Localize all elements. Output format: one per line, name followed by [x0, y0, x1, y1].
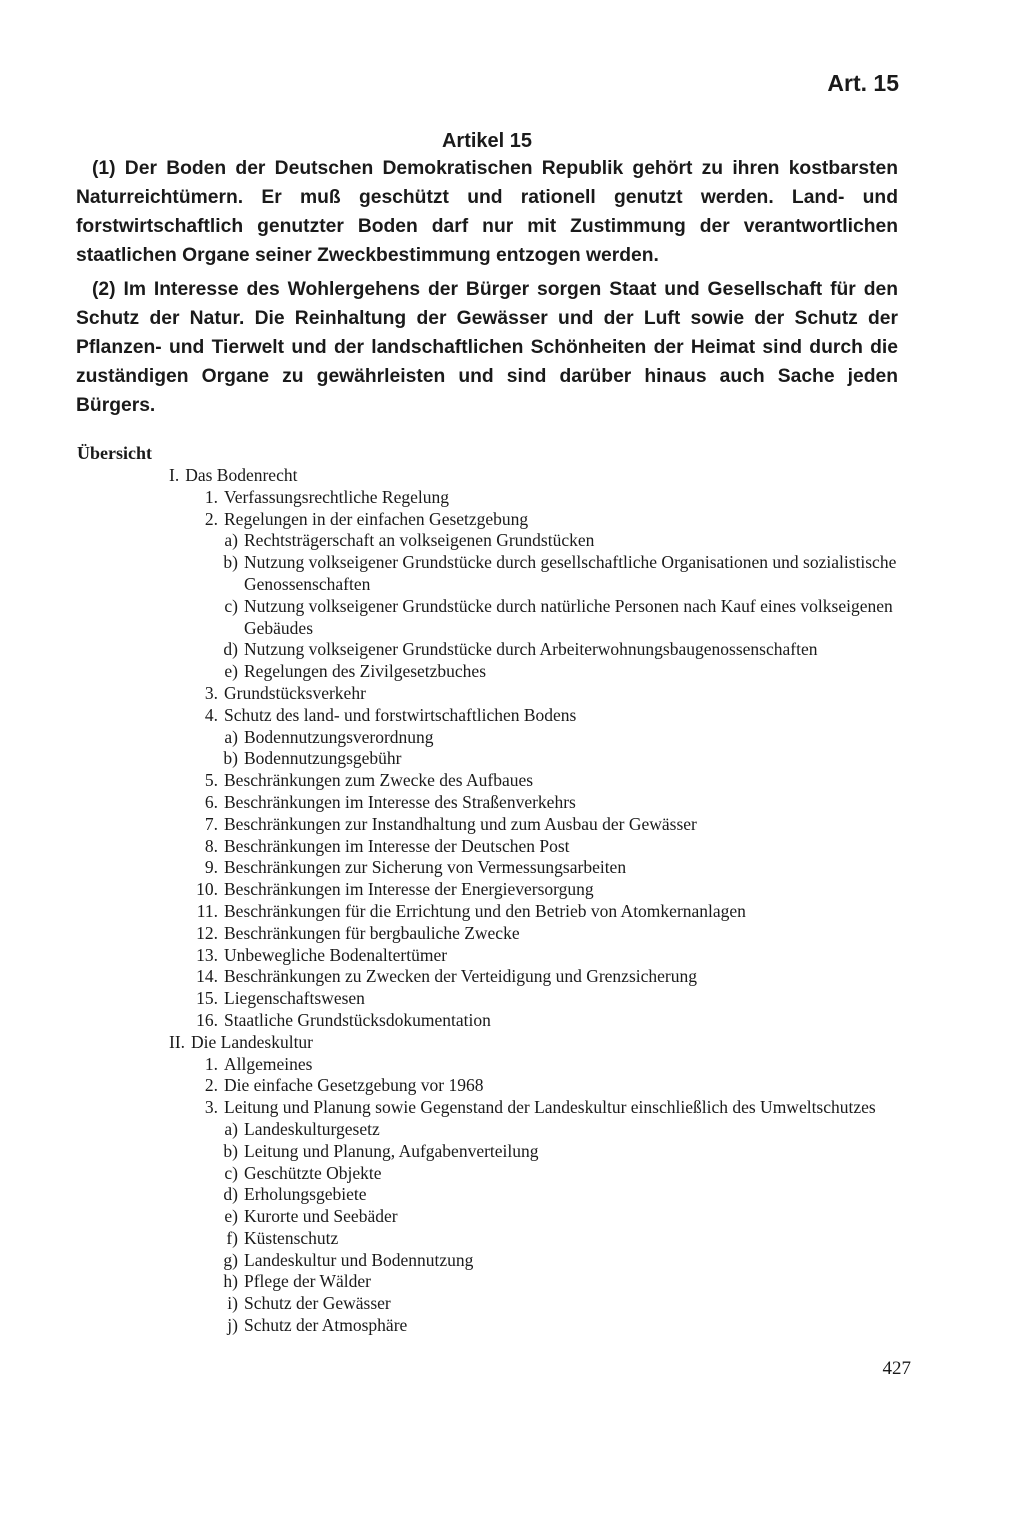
toc-entry-number: 10.: [196, 879, 218, 900]
toc-entry-number: b): [223, 748, 238, 769]
toc-entry: [0, 1141, 1024, 1163]
toc-entry-number: 4.: [204, 704, 218, 725]
toc-entry-text: Landeskultur und Bodennutzung: [244, 1249, 474, 1270]
toc-entry-text: Die Landeskultur: [191, 1031, 314, 1052]
toc-entry-text: Schutz des land- und forstwirtschaftlichen Bodens: [224, 704, 577, 725]
toc-entry-number: e): [224, 661, 238, 682]
toc-entry-text: Beschränkungen zum Zwecke des Aufbaues: [224, 770, 534, 791]
article-title: Artikel 15: [441, 130, 533, 152]
toc-entry-number: 2.: [204, 1075, 218, 1096]
toc-entry-text: Geschützte Objekte: [244, 1162, 382, 1183]
toc-entry-text: Leitung und Planung, Aufgabenverteilung: [244, 1140, 539, 1161]
toc-entry: [0, 1075, 1024, 1097]
toc-entry-text: Bodennutzungsgebühr: [244, 748, 402, 769]
toc-entry-text: Nutzung volkseigener Grundstücke durch natürliche Personen nach Kauf eines volkseigenen Gebäudes: [244, 595, 893, 638]
toc-entry: [0, 530, 1024, 552]
toc-entry: [0, 683, 1024, 705]
toc-entry: [0, 639, 1024, 661]
toc-entry-number: 6.: [204, 791, 218, 812]
toc-entry: [0, 945, 1024, 967]
running-head: Art. 15: [827, 70, 899, 96]
toc-entry-number: 13.: [196, 944, 218, 965]
toc-entry-number: c): [224, 595, 238, 616]
toc-entry-text: Regelungen des Zivilgesetzbuches: [244, 661, 487, 682]
toc-entry-text: Beschränkungen zur Instandhaltung und zum Ausbau der Gewässer: [224, 813, 697, 834]
toc-entry-number: 11.: [196, 900, 218, 921]
toc-entry-text: Beschränkungen zur Sicherung von Vermessungsarbeiten: [224, 857, 627, 878]
toc-entry: [0, 1097, 1024, 1119]
toc-entry-number: a): [224, 726, 238, 747]
toc-entry-text: Grundstücksverkehr: [224, 682, 366, 703]
toc-entry: [0, 814, 1024, 836]
toc-entry-text: Allgemeines: [224, 1053, 313, 1074]
toc-entry: [0, 1184, 1024, 1206]
toc-entry-number: II.: [169, 1031, 186, 1052]
toc-entry-text: Küstenschutz: [244, 1227, 339, 1248]
toc-entry-number: 2.: [204, 508, 218, 529]
toc-entry: [0, 1032, 1024, 1054]
toc-entry-text: Rechtsträgerschaft an volkseigenen Grundstücken: [244, 530, 595, 551]
toc-entry: [0, 552, 1024, 596]
toc-entry: [0, 1163, 1024, 1185]
toc-entry-text: Landeskulturgesetz: [244, 1118, 380, 1139]
toc-entry-text: Beschränkungen im Interesse des Straßenverkehrs: [224, 791, 576, 812]
toc-entry-number: b): [223, 1140, 238, 1161]
toc-entry-number: 14.: [196, 966, 218, 987]
toc-entry: [0, 487, 1024, 509]
toc-entry: [0, 770, 1024, 792]
toc-entry: [0, 1206, 1024, 1228]
toc-entry: [0, 596, 1024, 640]
toc-entry: [0, 879, 1024, 901]
article-paragraph-1: (1) Der Boden der Deutschen Demokratischen Republik gehört zu ihren kostbarsten Naturreichtümern. Er muß geschützt und rationell genutzt werden. Land- und forstwirtschaftlich genutzter Boden darf nur mit Zustimmung der verantwortlichen staatlichen Organe seiner Zweckbestimmung entzogen werden.: [76, 158, 898, 266]
toc-entry-text: Liegenschaftswesen: [224, 988, 365, 1009]
toc-entry-number: d): [223, 639, 238, 660]
toc-entry-text: Beschränkungen im Interesse der Energieversorgung: [224, 879, 594, 900]
toc-entry-text: Bodennutzungsverordnung: [244, 726, 434, 747]
toc-entry-text: Kurorte und Seebäder: [244, 1206, 398, 1227]
toc-entry-text: Unbewegliche Bodenaltertümer: [224, 944, 448, 965]
toc-entry: [0, 988, 1024, 1010]
toc-entry-number: f): [226, 1227, 238, 1248]
toc-entry-text: Schutz der Atmosphäre: [244, 1315, 408, 1336]
toc-entry-text: Nutzung volkseigener Grundstücke durch Arbeiterwohnungsbaugenossenschaften: [244, 639, 818, 660]
toc-entry: [0, 1228, 1024, 1250]
toc-entry-text: Beschränkungen für bergbauliche Zwecke: [224, 922, 520, 943]
table-of-contents: [0, 465, 1024, 1337]
toc-entry-text: Staatliche Grundstücksdokumentation: [224, 1009, 491, 1030]
toc-entry-text: Schutz der Gewässer: [244, 1293, 391, 1314]
toc-entry-number: d): [223, 1184, 238, 1205]
toc-entry-number: 1.: [204, 1053, 218, 1074]
toc-entry-text: Beschränkungen für die Errichtung und den Betrieb von Atomkernanlagen: [224, 900, 746, 921]
toc-entry: [0, 966, 1024, 988]
toc-entry: [0, 1119, 1024, 1141]
toc-entry-text: Regelungen in der einfachen Gesetzgebung: [224, 508, 529, 529]
toc-entry: [0, 792, 1024, 814]
toc-entry-number: g): [223, 1249, 238, 1270]
toc-entry-number: 3.: [204, 1097, 218, 1118]
toc-entry-text: Pflege der Wälder: [244, 1271, 371, 1292]
toc-entry: [0, 1315, 1024, 1337]
toc-entry-number: j): [227, 1315, 238, 1336]
article-text: [76, 128, 898, 425]
toc-entry-number: a): [224, 530, 238, 551]
page-number: 427: [882, 1358, 911, 1379]
toc-entry: [0, 509, 1024, 531]
toc-entry: [0, 836, 1024, 858]
toc-entry: [0, 465, 1024, 487]
toc-entry-text: Beschränkungen im Interesse der Deutschen Post: [224, 835, 570, 856]
toc-entry-number: 3.: [204, 682, 218, 703]
toc-entry-number: b): [223, 552, 238, 573]
toc-entry: [0, 923, 1024, 945]
toc-entry: [0, 1271, 1024, 1293]
toc-entry-number: e): [224, 1206, 238, 1227]
toc-entry-number: 15.: [196, 988, 218, 1009]
toc-entry-text: Beschränkungen zu Zwecken der Verteidigung und Grenzsicherung: [224, 966, 697, 987]
toc-entry-number: 9.: [204, 857, 218, 878]
toc-entry: [0, 727, 1024, 749]
toc-entry: [0, 1293, 1024, 1315]
toc-entry: [0, 901, 1024, 923]
article-paragraph-2: (2) Im Interesse des Wohlergehens der Bürger sorgen Staat und Gesellschaft für den Schutz der Natur. Die Reinhaltung der Gewässer und der Luft sowie der Schutz der Pflanzen- und Tierwelt und der landschaftlichen Schönheiten der Heimat sind durch die zuständigen Organe zu gewährleisten und sind darüber hinaus auch Sache jeden Bürgers.: [76, 279, 898, 416]
toc-entry-number: 1.: [204, 486, 218, 507]
toc-entry: [0, 857, 1024, 879]
toc-entry: [0, 748, 1024, 770]
toc-entry: [0, 705, 1024, 727]
toc-entry: [0, 1010, 1024, 1032]
toc-entry-text: Nutzung volkseigener Grundstücke durch gesellschaftliche Organisationen und sozialistische Genossenschaften: [244, 552, 897, 594]
toc-entry-text: Verfassungsrechtliche Regelung: [224, 486, 449, 507]
overview-heading: Übersicht: [77, 443, 152, 463]
toc-entry-text: Erholungsgebiete: [244, 1184, 367, 1205]
toc-entry-text: Das Bodenrecht: [185, 465, 298, 485]
toc-entry-number: h): [223, 1271, 238, 1292]
toc-entry-text: Leitung und Planung sowie Gegenstand der Landeskultur einschließlich des Umweltschutzes: [224, 1097, 876, 1118]
toc-entry-number: I.: [169, 465, 180, 485]
toc-entry-number: 16.: [196, 1009, 218, 1030]
toc-entry-number: 5.: [204, 770, 218, 791]
toc-entry-number: a): [224, 1118, 238, 1139]
toc-entry: [0, 1054, 1024, 1076]
toc-entry-number: 8.: [204, 835, 218, 856]
toc-entry-number: c): [224, 1162, 238, 1183]
toc-entry-number: i): [227, 1293, 238, 1314]
toc-entry-text: Die einfache Gesetzgebung vor 1968: [224, 1075, 484, 1096]
toc-entry: [0, 1250, 1024, 1272]
toc-entry-number: 7.: [204, 813, 218, 834]
toc-entry-number: 12.: [196, 922, 218, 943]
toc-entry: [0, 661, 1024, 683]
